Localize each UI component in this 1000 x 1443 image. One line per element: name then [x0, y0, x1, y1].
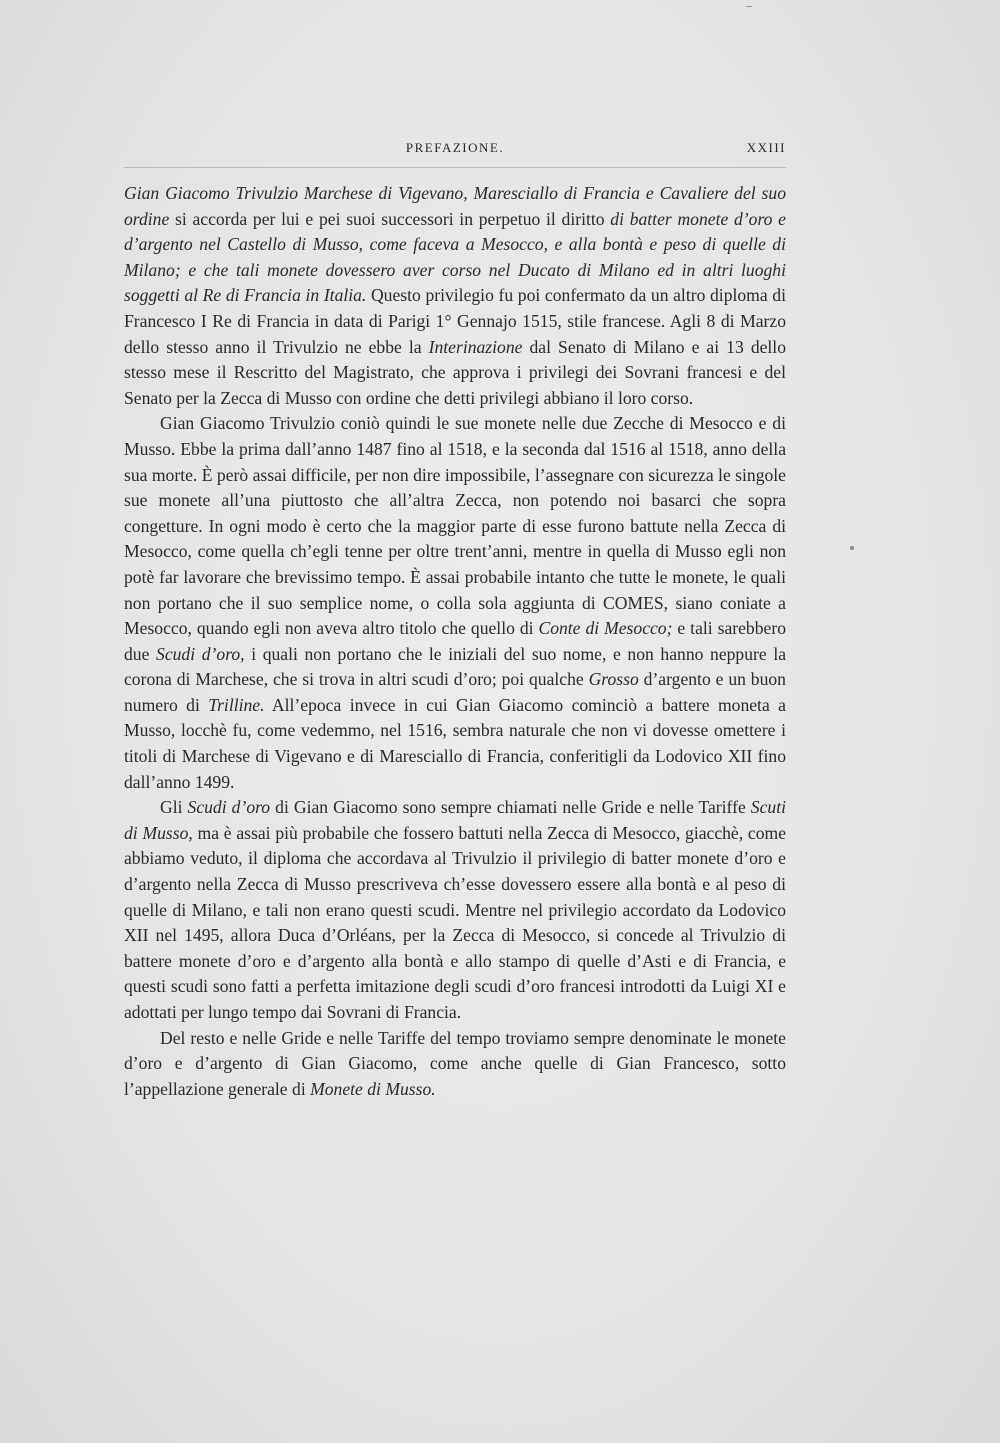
- text-run: si accorda per lui e pei suoi successori in perpetuo il diritto: [169, 208, 611, 229]
- header-rule: [124, 167, 786, 168]
- paragraph-2: [124, 411, 786, 795]
- text-run: Questo privilegio fu poi confermato da un altro diploma di Francesco I Re di Francia in data di Parigi 1° Gennajo 1515, stile francese. Agli 8 di Marzo dello stesso anno il Trivulzio ne ebbe la: [124, 285, 786, 357]
- page-speck: [850, 546, 854, 550]
- text-run: dal Senato di Milano e ai 13 dello stesso mese il Rescritto del Magistrato, che approva i privilegi dei Sovrani francesi e del Senato per la Zecca di Musso con ordine che detti privilegi abbiano il loro corso.: [124, 336, 786, 408]
- scan-mark: [746, 6, 752, 7]
- body-text: [124, 181, 786, 1102]
- text-run: ma è assai più probabile che fossero battuti nella Zecca di Mesocco, giacchè, come abbiamo veduto, il diploma che accordava al Trivulzio il privilegio di batter monete d’oro e d’argento nella Zecca di Musso prescriveva ch’esse dovessero essere alla bontà e al peso di quelle di Milano, e tali non erano questi scudi. Mentre nel privilegio accordato da Lodovico XII nel 1495, allora Duca d’Orléans, per la Zecca di Mesocco, si concede al Trivulzio di battere monete d’oro e d’argento alla bontà e allo stampo di quelle d’Asti e di Francia, e questi scudi sono fatti a perfetta imitazione degli scudi d’oro francesi introdotti da Luigi XI e adottati per lungo tempo dai Sovrani di Francia.: [124, 822, 786, 1022]
- running-title: PREFAZIONE.: [405, 140, 505, 155]
- italic-text-run: Scudi d’oro: [187, 797, 271, 818]
- italic-text-run: di batter monete d’oro e d’argento nel Castello di Musso, come faceva a Mesocco, e alla bontà e peso di quelle di Milano; e che tali monete dovessero aver corso nel Ducato di Milano ed in altri luoghi soggetti al Re di Francia in Italia.: [124, 208, 786, 306]
- paragraph-3: [124, 795, 786, 1025]
- italic-text-run: Monete di Musso.: [310, 1078, 436, 1099]
- text-run: Del resto e nelle Gride e nelle Tariffe del tempo troviamo sempre denominate le monete d’oro e d’argento di Gian Giacomo, come anche quelle di Gian Francesco, sotto l’appellazione generale di: [124, 1027, 786, 1099]
- italic-text-run: Gian Giacomo Trivulzio Marchese di Vigevano, Maresciallo di Francia e Cavaliere del suo ordine: [124, 183, 786, 229]
- italic-text-run: Grosso: [588, 669, 639, 690]
- italic-text-run: Scuti di Musso,: [124, 797, 786, 843]
- running-head: [124, 140, 786, 162]
- paragraph-1: [124, 181, 786, 411]
- text-run: i quali non portano che le iniziali del suo nome, e non hanno neppure la corona di Marchese, che si trova in altri scudi d’oro; poi qualche: [124, 643, 787, 690]
- italic-text-run: Trilline.: [208, 694, 265, 715]
- text-run: di Gian Giacomo sono sempre chiamati nelle Gride e nelle Tariffe: [270, 797, 751, 818]
- text-run: Gli: [160, 797, 188, 818]
- italic-text-run: Scudi d’oro,: [156, 643, 245, 664]
- text-run: d’argento e un buon numero di: [124, 669, 786, 715]
- paragraph-4: [124, 1026, 786, 1103]
- italic-text-run: Conte di Mesocco;: [538, 618, 673, 639]
- italic-text-run: Interinazione: [428, 336, 523, 357]
- text-run: e tali sarebbero due: [124, 618, 786, 664]
- text-run: Gian Giacomo Trivulzio coniò quindi le sue monete nelle due Zecche di Mesocco e di Musso. Ebbe la prima dall’anno 1487 fino al 1518, e la seconda dal 1516 al 1518, anno della sua morte. È però assai difficile, per non dire impossibile, l’assegnare con sicurezza le singole sue monete all’una piuttosto che all’altra Zecca, non potendo noi basarci che sopra congetture. In ogni modo è certo che la maggior parte di esse furono battute nella Zecca di Mesocco, come quella ch’egli tenne per oltre trent’anni, mentre in quella di Musso egli non potè far lavorare che brevissimo tempo. È assai probabile intanto che tutte le monete, le quali non portano che il suo semplice nome, o colla sola aggiunta di COMES, siano coniate a Mesocco, quando egli non aveva altro titolo che quello di: [124, 413, 786, 639]
- text-run: All’epoca invece in cui Gian Giacomo cominciò a battere moneta a Musso, locchè fu, come vedemmo, nel 1516, sembra naturale che non vi dovesse omettere i titoli di Marchese di Vigevano e di Maresciallo di Francia, conferitigli da Lodovico XII fino dall’anno 1499.: [124, 694, 786, 792]
- page-number: XXIII: [746, 140, 786, 155]
